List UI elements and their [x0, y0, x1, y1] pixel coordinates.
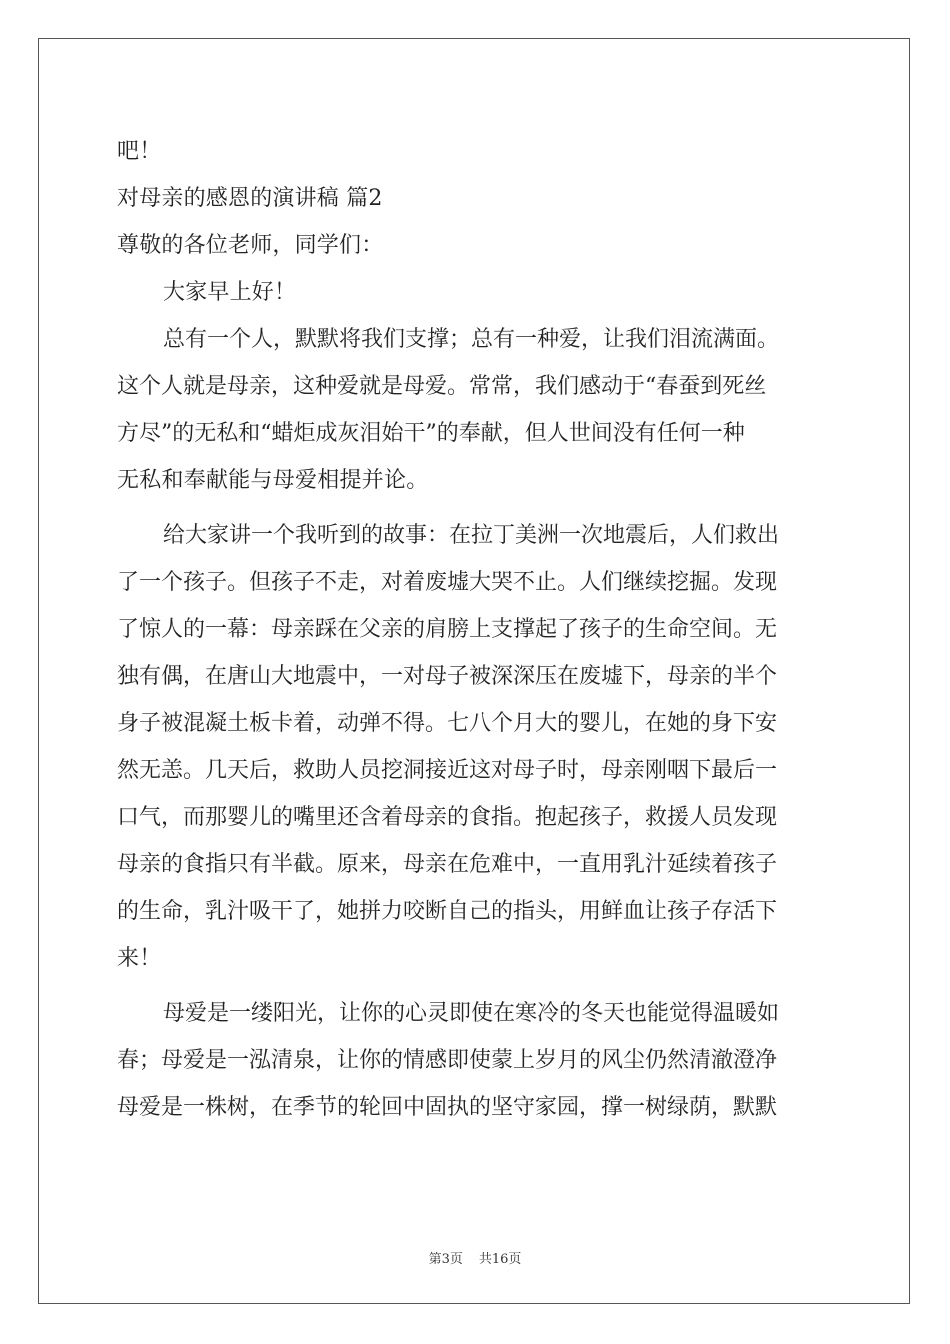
paragraph-row: 这个人就是母亲，这种爱就是母爱。常常，我们感动于“春蚕到死丝: [117, 374, 767, 399]
paragraph-row: 给大家讲一个我听到的故事：在拉丁美洲一次地震后，人们救出: [163, 523, 780, 548]
paragraph-row: 身子被混凝土板卡着，动弹不得。七八个月大的婴儿，在她的身下安: [117, 711, 778, 736]
paragraph-row: 然无恙。几天后，救助人员挖洞接近这对母子时，母亲刚咽下最后一: [117, 758, 778, 783]
paragraph-row: 母爱是一缕阳光，让你的心灵即使在寒冷的冬天也能觉得温暖如: [163, 1001, 780, 1026]
page-number: 第3页: [428, 1252, 463, 1267]
document-body: [117, 128, 833, 1131]
paragraph-2: [117, 512, 833, 982]
paragraph-row: 来！: [117, 946, 162, 971]
paragraph-row: 总有一个人，默默将我们支撑；总有一种爱，让我们泪流满面。: [163, 327, 780, 352]
paragraph-row: 无私和奉献能与母爱相提并论。: [117, 468, 429, 493]
greeting: 大家早上好！: [163, 280, 297, 305]
paragraph-row: 了一个孩子。但孩子不走，对着废墟大哭不止。人们继续挖掘。发现: [117, 570, 778, 595]
paragraph-row: 独有偶，在唐山大地震中，一对母子被深深压在废墟下，母亲的半个: [117, 664, 778, 689]
paragraph-row: 口气，而那婴儿的嘴里还含着母亲的食指。抱起孩子，救援人员发现: [117, 805, 778, 830]
paragraph-row: 的生命，乳汁吸干了，她拼力咬断自己的指头，用鲜血让孩子存活下: [117, 899, 778, 924]
paragraph-row: 母亲的食指只有半截。原来，母亲在危难中，一直用乳汁延续着孩子: [117, 852, 778, 877]
paragraph-3: [117, 990, 833, 1131]
paragraph-row: 春；母爱是一泓清泉，让你的情感即使蒙上岁月的风尘仍然清澈澄净: [117, 1048, 778, 1073]
page-total: 共16页: [478, 1252, 522, 1267]
paragraph-row: 母爱是一株树，在季节的轮回中固执的坚守家园，撑一树绿荫，默默: [117, 1095, 778, 1120]
paragraph-row: 了惊人的一幕：母亲踩在父亲的肩膀上支撑起了孩子的生命空间。无: [117, 617, 778, 642]
paragraph-1: [117, 316, 833, 504]
opening-line: 吧！: [117, 139, 162, 164]
speech-heading: 对母亲的感恩的演讲稿 篇2: [117, 186, 383, 211]
page-footer: [0, 1248, 950, 1267]
salutation: 尊敬的各位老师，同学们：: [117, 233, 384, 258]
paragraph-row: 方尽”的无私和“蜡炬成灰泪始干”的奉献，但人世间没有任何一种: [117, 421, 745, 446]
